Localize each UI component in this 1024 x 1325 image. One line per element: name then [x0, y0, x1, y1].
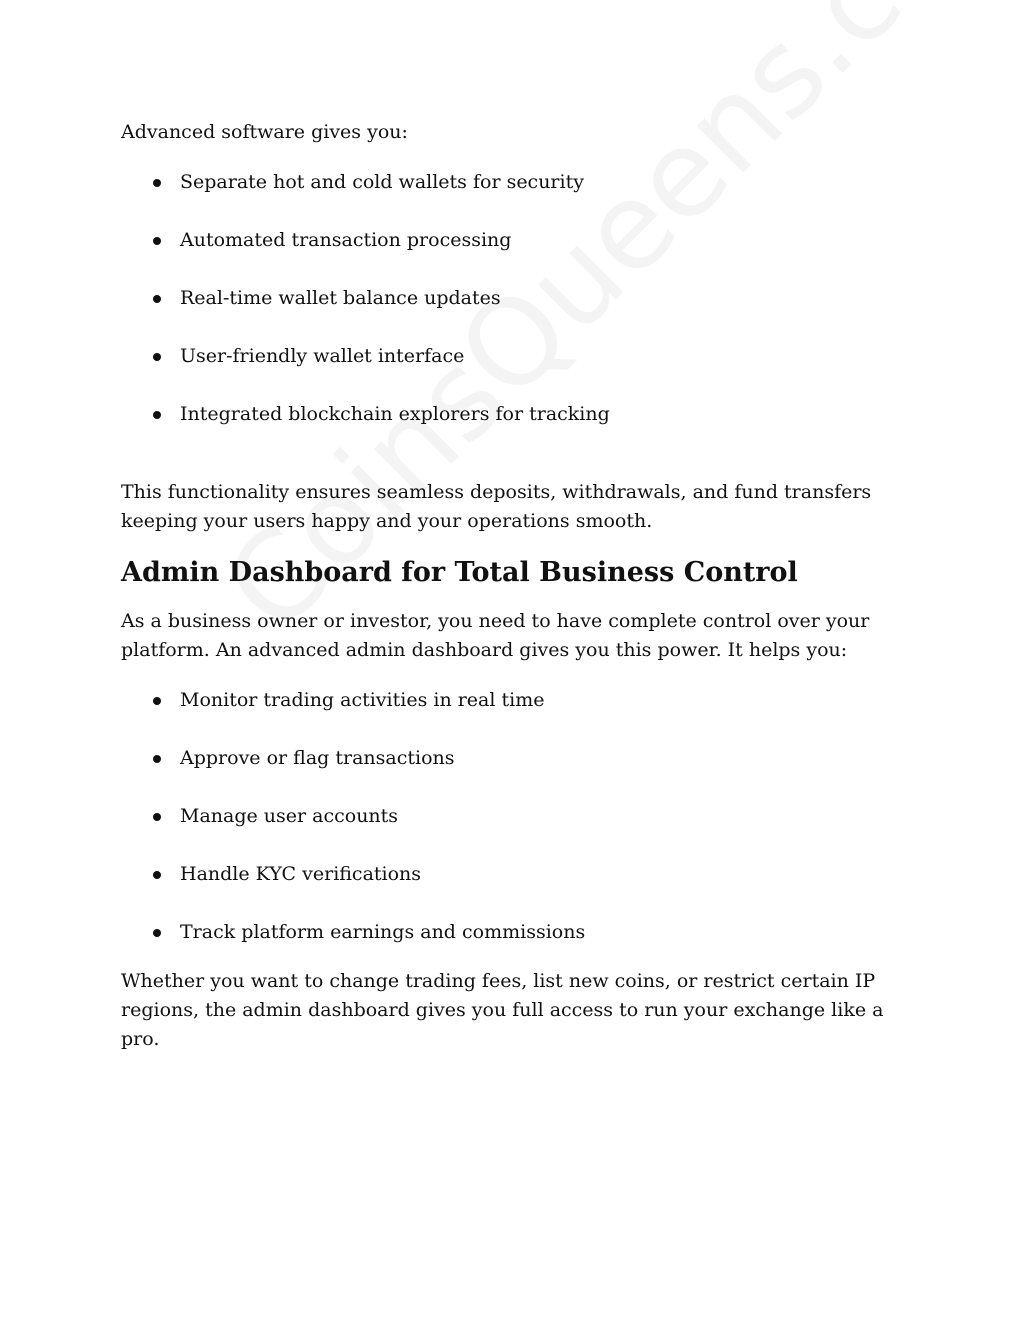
list-item-text: Automated transaction processing [180, 229, 512, 251]
list-item-text: User-friendly wallet interface [180, 345, 465, 367]
closing-line: pro. [121, 1028, 160, 1050]
wallet-features-list [121, 168, 901, 429]
bullet-icon [153, 237, 161, 245]
admin-intro-line: As a business owner or investor, you need to have complete control over your [121, 610, 870, 632]
admin-intro-line: platform. An advanced admin dashboard gives you this power. It helps you: [121, 639, 848, 661]
section-heading: Admin Dashboard for Total Business Control [121, 557, 798, 588]
bullet-icon [153, 179, 161, 187]
closing-line: regions, the admin dashboard gives you full access to run your exchange like a [121, 999, 884, 1021]
wallet-summary-paragraph [121, 478, 901, 536]
list-item-text: Monitor trading activities in real time [180, 689, 545, 711]
bullet-icon [153, 353, 161, 361]
list-item [121, 342, 901, 371]
bullet-icon [153, 697, 161, 705]
closing-paragraph [121, 967, 901, 1054]
document-content [121, 118, 901, 1054]
list-item-text: Handle KYC verifications [180, 863, 422, 885]
list-item-text: Integrated blockchain explorers for tracking [180, 403, 610, 425]
bullet-icon [153, 411, 161, 419]
wallet-summary-line: keeping your users happy and your operations smooth. [121, 510, 653, 532]
admin-intro-paragraph [121, 607, 901, 665]
list-item-text: Manage user accounts [180, 805, 399, 827]
bullet-icon [153, 929, 161, 937]
list-item-text: Approve or flag transactions [180, 747, 455, 769]
list-item [121, 860, 901, 889]
list-item-text: Real-time wallet balance updates [180, 287, 501, 309]
list-item [121, 400, 901, 429]
list-item-text: Track platform earnings and commissions [180, 921, 586, 943]
list-item [121, 168, 901, 197]
admin-features-list [121, 686, 901, 947]
list-item [121, 686, 901, 715]
intro-paragraph: Advanced software gives you: [121, 121, 408, 143]
list-item [121, 744, 901, 773]
wallet-summary-line: This functionality ensures seamless deposits, withdrawals, and fund transfers [121, 481, 872, 503]
bullet-icon [153, 813, 161, 821]
list-item-text: Separate hot and cold wallets for security [180, 171, 584, 193]
list-item [121, 284, 901, 313]
list-item [121, 918, 901, 947]
bullet-icon [153, 295, 161, 303]
list-item [121, 802, 901, 831]
list-item [121, 226, 901, 255]
bullet-icon [153, 871, 161, 879]
bullet-icon [153, 755, 161, 763]
closing-line: Whether you want to change trading fees, list new coins, or restrict certain IP [121, 970, 876, 992]
